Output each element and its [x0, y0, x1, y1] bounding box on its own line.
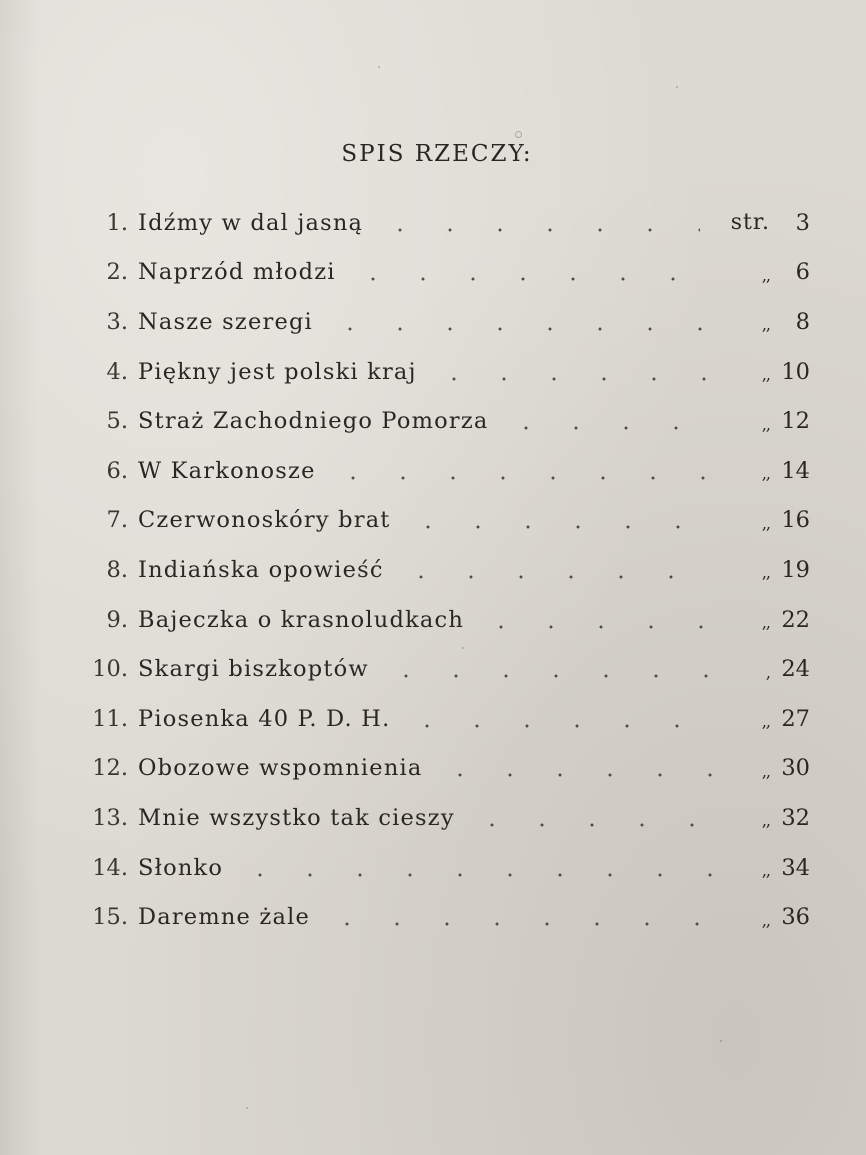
toc-row	[70, 297, 810, 347]
toc-page-number: 10	[781, 358, 810, 385]
toc-page-number: 30	[781, 755, 810, 782]
dot-leader	[381, 674, 718, 678]
toc-ditto: ,,	[761, 315, 770, 335]
toc-page-number: 34	[781, 854, 810, 881]
toc-number: 8.	[106, 556, 128, 583]
toc-row	[70, 892, 810, 942]
dot-leader	[235, 873, 718, 877]
toc-page-number: 8	[795, 308, 810, 335]
toc-title: Daremne żale	[138, 904, 310, 931]
toc-title: Bajeczka o krasnoludkach	[138, 606, 465, 633]
toc-ditto: ,,	[761, 265, 770, 285]
toc-title: Mnie wszystko tak cieszy	[138, 804, 455, 831]
toc-ditto: ,,	[761, 464, 770, 484]
toc-row	[70, 744, 810, 794]
paper-speck	[720, 1040, 722, 1042]
toc-page-number: 3	[795, 209, 810, 236]
toc-ditto: ,,	[761, 712, 770, 732]
paper-speck	[246, 1107, 248, 1109]
toc-page-number: 16	[781, 507, 810, 534]
dot-leader	[325, 327, 718, 331]
toc-row	[70, 396, 810, 446]
toc-ditto: ,,	[761, 414, 770, 434]
toc-title: Straż Zachodniego Pomorza	[138, 408, 489, 435]
toc-ditto: ,,	[761, 563, 770, 583]
toc-title: Naprzód młodzi	[138, 259, 336, 286]
toc-row	[70, 694, 810, 744]
toc-ditto: ,	[765, 662, 770, 682]
toc-row	[70, 595, 810, 645]
toc-number: 12.	[92, 755, 128, 782]
toc-title: Idźmy w dal jasną	[138, 209, 364, 236]
toc-page-number: 12	[781, 408, 810, 435]
toc-number: 2.	[106, 259, 128, 286]
toc-page-number: 14	[781, 457, 810, 484]
toc-number: 3.	[106, 308, 128, 335]
toc-page-number: 22	[781, 606, 810, 633]
toc-number: 7.	[106, 507, 128, 534]
toc-title: Czerwonoskóry brat	[138, 507, 391, 534]
toc-number: 9.	[106, 606, 128, 633]
toc-page-number: 27	[781, 705, 810, 732]
toc-title: W Karkonosze	[138, 457, 316, 484]
dot-leader	[348, 277, 718, 281]
toc-number: 5.	[106, 408, 128, 435]
toc-title: Słonko	[138, 854, 224, 881]
toc-page-number: 36	[781, 904, 810, 931]
toc-title: Piękny jest polski kraj	[138, 358, 417, 385]
toc-row	[70, 843, 810, 893]
toc-number: 1.	[106, 209, 128, 236]
dot-leader	[501, 426, 718, 430]
toc-ditto: ,,	[761, 761, 770, 781]
dot-leader	[435, 773, 718, 777]
toc-page-number: 19	[781, 556, 810, 583]
toc-number: 6.	[106, 457, 128, 484]
toc-number: 14.	[92, 854, 128, 881]
toc-number: 4.	[106, 358, 128, 385]
toc-number: 11.	[92, 705, 128, 732]
dot-leader	[322, 922, 718, 926]
paper-speck	[515, 131, 522, 138]
toc-ditto: ,,	[761, 811, 770, 831]
table-of-contents	[70, 198, 810, 942]
toc-ditto: ,,	[761, 513, 770, 533]
toc-number: 15.	[92, 904, 128, 931]
toc-number: 13.	[92, 804, 128, 831]
dot-leader	[375, 228, 700, 232]
toc-row	[70, 545, 810, 595]
toc-row	[70, 496, 810, 546]
toc-page-number: 6	[795, 259, 810, 286]
toc-row	[70, 793, 810, 843]
dot-leader	[429, 377, 718, 381]
paper-speck	[378, 66, 380, 68]
paper-speck	[676, 86, 678, 88]
toc-row	[70, 198, 810, 248]
toc-row	[70, 248, 810, 298]
toc-number: 10.	[92, 656, 128, 683]
dot-leader	[403, 525, 718, 529]
toc-title: Skargi biszkoptów	[138, 656, 369, 683]
toc-title: Indiańska opowieść	[138, 556, 384, 583]
dot-leader	[402, 724, 718, 728]
toc-title: Obozowe wspomnienia	[138, 755, 423, 782]
page-title: SPIS RZECZY:	[341, 141, 533, 167]
toc-ditto: str.	[730, 210, 770, 236]
toc-title: Piosenka 40 P. D. H.	[138, 705, 391, 732]
toc-ditto: ,,	[761, 613, 770, 633]
toc-row	[70, 446, 810, 496]
toc-ditto: ,,	[761, 910, 770, 930]
dot-leader	[476, 625, 718, 629]
dot-leader	[467, 823, 718, 827]
toc-title: Nasze szeregi	[138, 308, 313, 335]
toc-page-number: 24	[781, 656, 810, 683]
dot-leader	[396, 575, 718, 579]
toc-row	[70, 347, 810, 397]
dot-leader	[328, 476, 718, 480]
toc-ditto: ,,	[761, 365, 770, 385]
toc-row	[70, 644, 810, 694]
toc-page-number: 32	[781, 804, 810, 831]
toc-ditto: ,,	[761, 861, 770, 881]
